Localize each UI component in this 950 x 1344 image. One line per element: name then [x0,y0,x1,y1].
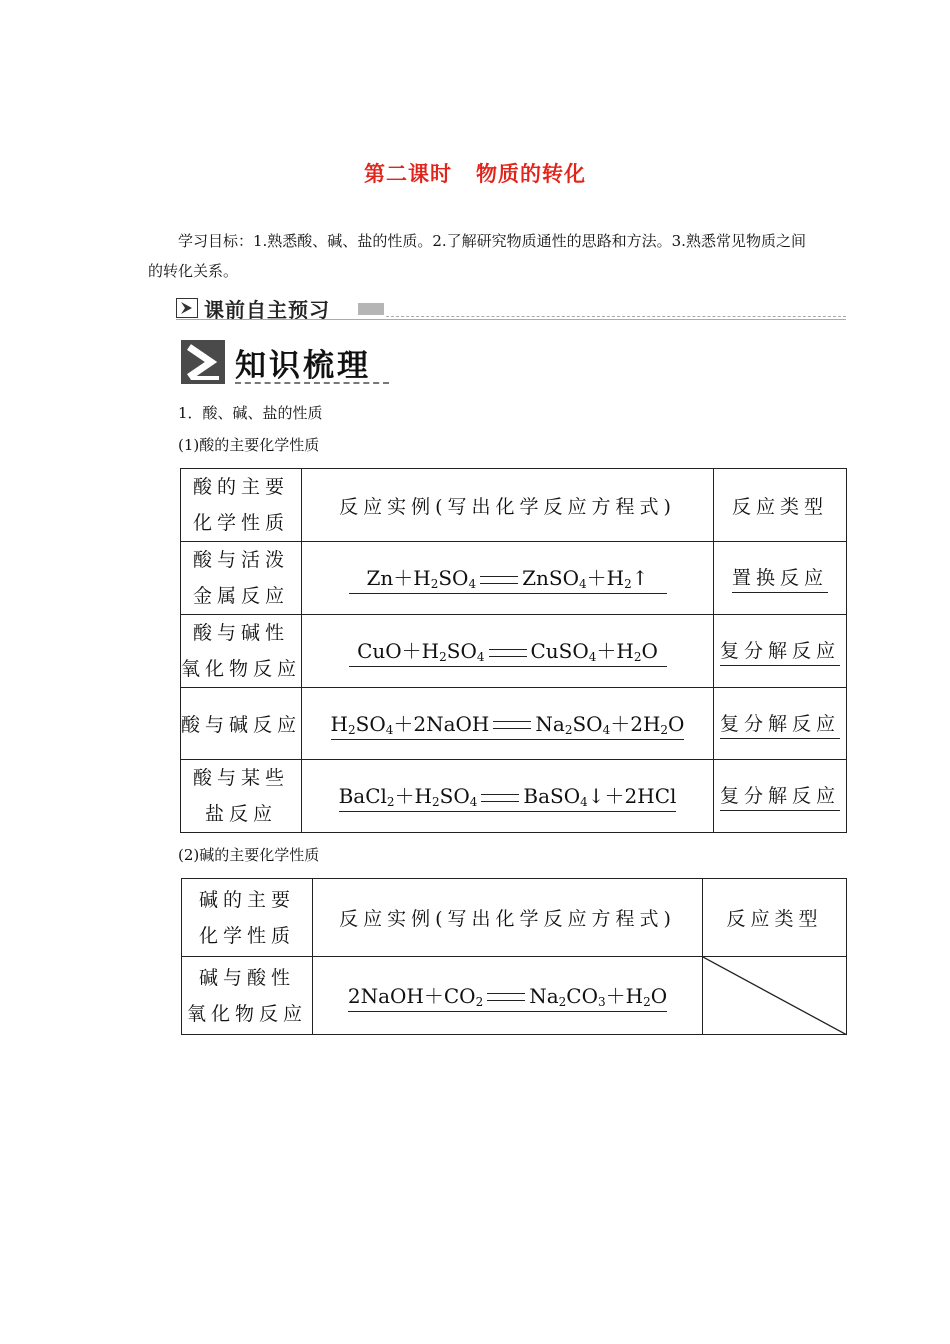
heading-dash [235,382,389,384]
eq-sub: 2 [348,722,356,737]
diagonal-slash [703,957,847,1035]
reaction-type: 置换反应 [732,563,828,593]
type-cell [714,760,847,833]
eq-text: ＋H [605,983,644,1008]
chevron-right-icon [181,340,225,384]
eq-sub: 2 [564,722,573,737]
play-arrow-icon [176,298,198,318]
eq-sub: 4 [469,795,478,809]
eq-text: CuO＋H [357,639,440,663]
eq-sub: 3 [597,994,606,1009]
eq-sub: 4 [468,577,477,591]
property-line: 碱与酸性 [198,966,295,989]
eq-text: SO [439,784,470,808]
property-line: 酸与某些 [192,767,289,789]
reaction-type: 复分解反应 [720,636,840,666]
type-cell [714,542,847,615]
eq-sub: 2 [439,650,447,664]
eq-text: ＋H [596,639,634,663]
precipitate-arrow-icon: ↓ [587,784,605,808]
eq-sub: 2 [624,577,632,591]
equals-sign [481,794,519,802]
eq-sub: 2 [633,650,642,664]
table-row [181,760,847,833]
equation-1 [349,562,667,594]
equation-4 [339,780,677,812]
header-cell [181,469,302,542]
eq-text: CO [566,983,598,1008]
learning-objectives: 学习目标：1.熟悉酸、碱、盐的性质。2.了解研究物质通性的思路和方法。3.熟悉常见物质之间的转化关系。 [148,232,806,280]
header-line: 化学性质 [198,924,295,947]
property-line: 盐反应 [204,803,277,825]
property-line: 酸与活泼 [192,549,289,571]
eq-text: SO [355,711,386,736]
property-line: 氧化物反应 [181,658,302,680]
equation-cell [302,615,714,688]
eq-text: CuSO [530,639,589,663]
band-tail-block [358,303,384,315]
eq-sub: 4 [602,722,611,737]
type-cell [714,615,847,688]
eq-text: H [330,711,348,736]
section-band-label: 课前自主预习 [204,298,330,322]
eq-text: SO [438,566,469,590]
eq-sub: 2 [660,722,669,737]
eq-text: Na [535,711,565,736]
equation-3 [331,708,685,740]
item-1b: (2)碱的主要化学性质 [178,846,320,864]
eq-text: Zn＋H [366,566,431,590]
reaction-type: 复分解反应 [720,781,840,811]
equation-cell [302,760,714,833]
equation-cell [302,688,714,760]
eq-sub: 2 [432,795,440,809]
header-cell: 反应实例(写出化学反应方程式) [302,469,714,542]
eq-text: ＋2HCl [604,784,677,808]
equation-2 [349,635,667,667]
eq-text: Na [529,983,559,1008]
property-cell [181,760,302,833]
eq-text: SO [572,711,603,736]
equals-sign [493,721,531,729]
knowledge-heading-label: 知识梳理 [235,348,371,384]
item-1: 1．酸、碱、盐的性质 [178,404,323,422]
eq-sub: 2 [430,577,439,591]
eq-sub: 2 [475,994,484,1009]
equals-sign [489,649,527,657]
table-row [182,957,847,1035]
page-title [0,158,950,188]
gas-arrow-icon: ↑ [631,566,649,590]
table-row [181,615,847,688]
eq-sub: 2 [643,994,651,1009]
empty-diagonal-cell [703,957,847,1035]
header-line: 化学性质 [192,512,289,534]
property-line: 金属反应 [192,585,289,607]
title-part1: 第二课时 [364,162,452,186]
equals-sign [480,576,518,584]
eq-text: O [641,639,658,663]
property-cell [181,542,302,615]
property-line: 氧化物反应 [186,1002,307,1025]
eq-sub: 4 [580,795,588,809]
band-base-rule [176,319,846,320]
acid-properties-table [180,468,847,833]
header-cell: 反应类型 [714,469,847,542]
eq-sub: 4 [385,722,394,737]
eq-sub: 4 [476,650,485,664]
eq-text: ＋H [394,784,433,808]
header-line: 酸的主要 [192,476,289,498]
equation-cell [313,957,703,1035]
header-cell: 反应类型 [703,879,847,957]
header-cell [182,879,313,957]
property-line: 酸与碱性 [192,622,289,644]
type-cell [714,688,847,760]
eq-text: ZnSO [522,566,579,590]
eq-text: O [650,983,668,1008]
band-dashed-rule [386,316,846,317]
property-cell: 酸与碱反应 [181,688,302,760]
table-row [181,469,847,542]
property-cell [181,615,302,688]
eq-text: ＋2H [610,711,661,736]
eq-text: BaCl [338,784,387,808]
eq-text: O [668,711,685,736]
header-cell: 反应实例(写出化学反应方程式) [313,879,703,957]
property-cell [182,957,313,1035]
knowledge-heading [181,338,395,388]
eq-sub: 2 [386,795,395,809]
title-part2: 物质的转化 [476,162,586,186]
reaction-type: 复分解反应 [720,709,840,739]
equation-cell [302,542,714,615]
eq-text: BaSO [523,784,581,808]
base-properties-table [181,878,847,1035]
eq-sub: 4 [588,650,597,664]
eq-text: ＋H [586,566,625,590]
table-row [181,542,847,615]
eq-sub: 2 [558,994,567,1009]
eq-text: ＋2NaOH [393,711,490,736]
eq-text: SO [446,639,477,663]
item-1a: (1)酸的主要化学性质 [178,436,320,454]
table-row [181,688,847,760]
equation-5 [348,980,667,1012]
header-line: 碱的主要 [198,888,295,911]
table-row [182,879,847,957]
section-band [176,294,846,322]
eq-text: 2NaOH＋CO [347,983,476,1008]
eq-sub: 4 [578,577,587,591]
equals-sign [487,993,525,1001]
